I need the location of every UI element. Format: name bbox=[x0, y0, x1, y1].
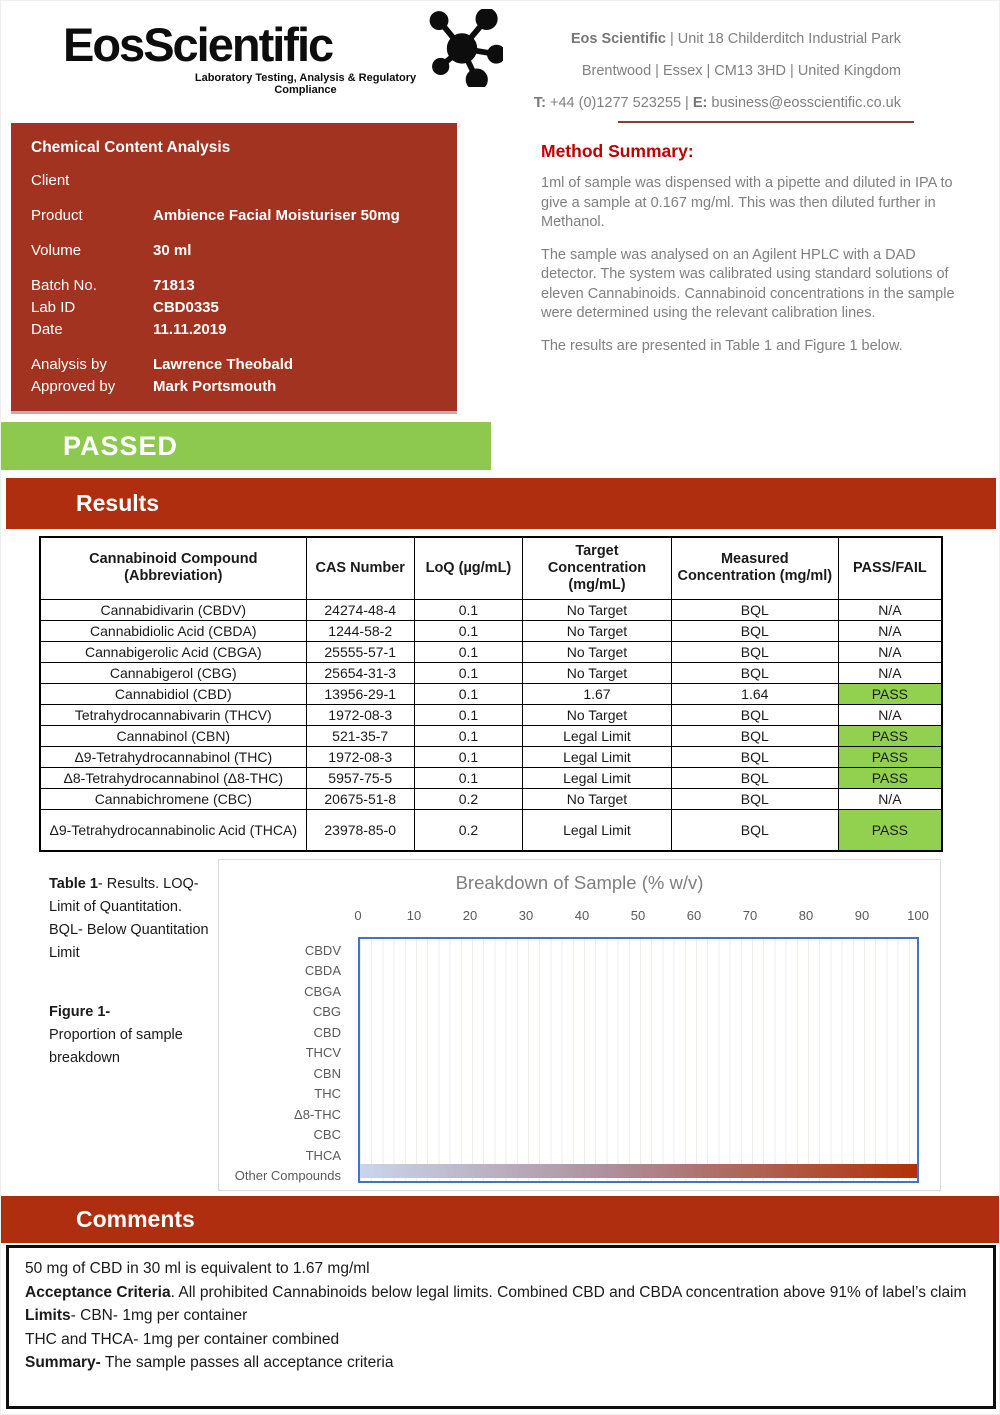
cell-loq: 0.1 bbox=[414, 641, 522, 662]
cell-compound: Δ8-Tetrahydrocannabinol (Δ8-THC) bbox=[40, 767, 306, 788]
cell-measured: BQL bbox=[671, 725, 838, 746]
col-header-passfail: PASS/FAIL bbox=[838, 537, 942, 599]
x-tick: 30 bbox=[518, 908, 534, 923]
table-row bbox=[40, 620, 942, 641]
date-row bbox=[31, 319, 437, 341]
cell-loq: 0.2 bbox=[414, 809, 522, 851]
cell-loq: 0.1 bbox=[414, 620, 522, 641]
phone-label: T: bbox=[533, 95, 546, 111]
logo-tagline: Laboratory Testing, Analysis & Regulatory Compliance bbox=[194, 72, 417, 97]
cell-compound: Cannabichromene (CBC) bbox=[40, 788, 306, 809]
x-tick: 60 bbox=[686, 908, 702, 923]
client-label: Client bbox=[31, 172, 70, 189]
x-tick: 90 bbox=[854, 908, 870, 923]
cell-cas: 13956-29-1 bbox=[306, 683, 414, 704]
batch-label: Batch No. bbox=[31, 277, 97, 294]
table-row bbox=[40, 746, 942, 767]
method-paragraph-1: 1ml of sample was dispensed with a pipette and diluted in IPA to give a sample at 0.167 mg/ml. This was then diluted further in Methanol. bbox=[541, 175, 953, 230]
x-tick: 40 bbox=[574, 908, 590, 923]
cell-cas: 5957-75-5 bbox=[306, 767, 414, 788]
col-header-measured: Measured Concentration (mg/ml) bbox=[671, 537, 838, 599]
cell-result-pass: PASS bbox=[838, 725, 942, 746]
cell-measured: BQL bbox=[671, 704, 838, 725]
acceptance-criteria-text: . All prohibited Cannabinoids below legal limits. Combined CBD and CBDA concentration above 91% of label’s claim bbox=[170, 1283, 967, 1301]
contact-line-address1 bbox=[534, 23, 901, 55]
cell-compound: Cannabidiolic Acid (CBDA) bbox=[40, 620, 306, 641]
client-row bbox=[31, 170, 437, 192]
comment-line-acceptance bbox=[25, 1281, 977, 1305]
passed-status-banner: PASSED bbox=[1, 422, 491, 470]
category-label: THCA bbox=[305, 1148, 341, 1163]
category-label: CBN bbox=[313, 1066, 341, 1081]
approved-by-value: Mark Portsmouth bbox=[153, 378, 277, 395]
col-header-target: Target Concentration (mg/mL) bbox=[523, 537, 672, 599]
category-label: CBG bbox=[312, 1004, 341, 1019]
category-label: THCV bbox=[305, 1045, 341, 1060]
labid-label: Lab ID bbox=[31, 299, 76, 316]
table1-caption-text: - Results. LOQ- Limit of Quantitation. BQL- Below Quantitation Limit bbox=[49, 876, 209, 961]
cell-measured: BQL bbox=[671, 809, 838, 851]
breakdown-chart bbox=[218, 859, 941, 1191]
summary-lead: Summary- bbox=[25, 1354, 101, 1371]
figure1-caption-text: Proportion of sample breakdown bbox=[49, 1027, 183, 1066]
method-summary-heading: Method Summary: bbox=[541, 141, 694, 161]
cell-result: N/A bbox=[838, 704, 942, 725]
comments-section-header: Comments bbox=[1, 1196, 1000, 1243]
cell-target: No Target bbox=[523, 704, 672, 725]
contact-line-phone-email bbox=[534, 87, 901, 119]
cell-target: 1.67 bbox=[523, 683, 672, 704]
cell-target: No Target bbox=[523, 641, 672, 662]
cell-result: N/A bbox=[838, 788, 942, 809]
cell-measured: BQL bbox=[671, 788, 838, 809]
client-box-title: Chemical Content Analysis bbox=[31, 139, 231, 156]
table1-caption-lead: Table 1 bbox=[49, 876, 98, 892]
contact-line-address2: Brentwood | Essex | CM13 3HD | United Kingdom bbox=[581, 63, 901, 79]
comment-line-equivalence: 50 mg of CBD in 30 ml is equivalent to 1.67 mg/ml bbox=[25, 1260, 370, 1277]
cell-measured: BQL bbox=[671, 662, 838, 683]
table1-caption bbox=[49, 873, 217, 965]
table-row bbox=[40, 788, 942, 809]
analysis-by-value: Lawrence Theobald bbox=[153, 356, 294, 373]
product-value: Ambience Facial Moisturiser 50mg bbox=[153, 207, 400, 224]
category-label: CBDA bbox=[304, 963, 341, 978]
logo-brand-text: EosScientific bbox=[63, 18, 333, 71]
date-label: Date bbox=[31, 321, 63, 338]
method-summary bbox=[541, 141, 969, 369]
cell-result-pass: PASS bbox=[838, 809, 942, 851]
cell-target: No Target bbox=[523, 662, 672, 683]
table-row bbox=[40, 641, 942, 662]
x-tick: 50 bbox=[630, 908, 646, 923]
molecule-icon bbox=[421, 9, 503, 87]
contact-divider-line bbox=[618, 121, 914, 123]
limits-text: - CBN- 1mg per container bbox=[70, 1307, 248, 1324]
method-paragraph-3: The results are presented in Table 1 and Figure 1 below. bbox=[541, 337, 903, 354]
labid-row bbox=[31, 297, 437, 319]
table-header-row bbox=[40, 537, 942, 599]
cell-loq: 0.1 bbox=[414, 599, 522, 620]
cell-target: No Target bbox=[523, 788, 672, 809]
batch-row bbox=[31, 275, 437, 297]
email-address: business@eosscientific.co.uk bbox=[707, 95, 901, 111]
table-row bbox=[40, 599, 942, 620]
cell-result: N/A bbox=[838, 662, 942, 683]
cell-target: No Target bbox=[523, 599, 672, 620]
approved-by-row bbox=[31, 376, 437, 398]
cell-cas: 24274-48-4 bbox=[306, 599, 414, 620]
chart-title: Breakdown of Sample (% w/v) bbox=[455, 872, 704, 893]
table-row bbox=[40, 704, 942, 725]
cell-measured: BQL bbox=[671, 746, 838, 767]
cell-result-pass: PASS bbox=[838, 767, 942, 788]
col-header-loq: LoQ (µg/mL) bbox=[414, 537, 522, 599]
cell-compound: Cannabigerolic Acid (CBGA) bbox=[40, 641, 306, 662]
logo bbox=[63, 7, 443, 96]
x-tick: 70 bbox=[742, 908, 758, 923]
acceptance-criteria-lead: Acceptance Criteria bbox=[25, 1283, 171, 1301]
contact-company: Eos Scientific bbox=[570, 31, 666, 47]
table-row bbox=[40, 683, 942, 704]
comments-body bbox=[6, 1245, 996, 1409]
cell-target: Legal Limit bbox=[523, 725, 672, 746]
cell-compound: Δ9-Tetrahydrocannabinolic Acid (THCA) bbox=[40, 809, 306, 851]
cell-result-pass: PASS bbox=[838, 746, 942, 767]
phone-number: +44 (0)1277 523255 | bbox=[545, 95, 693, 111]
comment-line-thc-limits: THC and THCA- 1mg per container combined bbox=[25, 1330, 340, 1348]
batch-value: 71813 bbox=[153, 277, 195, 294]
cell-result: N/A bbox=[838, 641, 942, 662]
cell-cas: 1972-08-3 bbox=[306, 746, 414, 767]
volume-value: 30 ml bbox=[153, 242, 192, 259]
cell-compound: Tetrahydrocannabivarin (THCV) bbox=[40, 704, 306, 725]
table-row bbox=[40, 809, 942, 851]
table-row bbox=[40, 725, 942, 746]
x-tick: 20 bbox=[462, 908, 478, 923]
volume-label: Volume bbox=[31, 242, 82, 259]
x-tick: 0 bbox=[354, 908, 362, 923]
cell-compound: Cannabidivarin (CBDV) bbox=[40, 599, 306, 620]
chart-plot-area bbox=[358, 937, 919, 1183]
figure1-caption-lead: Figure 1- bbox=[49, 1004, 111, 1020]
cell-cas: 25555-57-1 bbox=[306, 641, 414, 662]
cell-cas: 20675-51-8 bbox=[306, 788, 414, 809]
cell-cas: 25654-31-3 bbox=[306, 662, 414, 683]
labid-value: CBD0335 bbox=[153, 299, 219, 316]
figure1-caption bbox=[49, 1001, 217, 1070]
other-compounds-bar bbox=[360, 1164, 917, 1178]
cell-result: N/A bbox=[838, 599, 942, 620]
results-table bbox=[39, 536, 943, 852]
email-label: E: bbox=[692, 95, 708, 111]
cell-loq: 0.1 bbox=[414, 725, 522, 746]
product-row bbox=[31, 205, 437, 227]
category-label: Δ8-THC bbox=[294, 1107, 341, 1122]
x-tick: 100 bbox=[907, 908, 929, 923]
cell-compound: Cannabinol (CBN) bbox=[40, 725, 306, 746]
figure-captions bbox=[49, 873, 217, 1070]
analysis-by-label: Analysis by bbox=[31, 356, 107, 373]
category-label: CBGA bbox=[304, 984, 341, 999]
cell-loq: 0.1 bbox=[414, 704, 522, 725]
cell-loq: 0.1 bbox=[414, 662, 522, 683]
cell-loq: 0.2 bbox=[414, 788, 522, 809]
category-label: CBD bbox=[313, 1025, 341, 1040]
analysis-by-row bbox=[31, 354, 437, 376]
summary-text: The sample passes all acceptance criteria bbox=[100, 1354, 394, 1371]
cell-measured: 1.64 bbox=[671, 683, 838, 704]
cell-cas: 1972-08-3 bbox=[306, 704, 414, 725]
comment-line-summary bbox=[25, 1351, 977, 1375]
cell-loq: 0.1 bbox=[414, 683, 522, 704]
cell-target: Legal Limit bbox=[523, 809, 672, 851]
limits-lead: Limits bbox=[25, 1307, 71, 1324]
cell-loq: 0.1 bbox=[414, 767, 522, 788]
cell-result: N/A bbox=[838, 620, 942, 641]
date-value: 11.11.2019 bbox=[153, 321, 227, 338]
comment-line-limits bbox=[25, 1304, 977, 1328]
cell-cas: 1244-58-2 bbox=[306, 620, 414, 641]
x-tick: 80 bbox=[798, 908, 814, 923]
category-label: Other Compounds bbox=[234, 1168, 341, 1183]
volume-row bbox=[31, 240, 437, 262]
cell-result-pass: PASS bbox=[838, 683, 942, 704]
table-row bbox=[40, 767, 942, 788]
category-label: CBDV bbox=[304, 943, 341, 958]
client-info-box bbox=[11, 123, 457, 411]
approved-by-label: Approved by bbox=[31, 378, 116, 395]
cell-measured: BQL bbox=[671, 767, 838, 788]
results-section-header: Results bbox=[6, 478, 996, 529]
cell-compound: Δ9-Tetrahydrocannabinol (THC) bbox=[40, 746, 306, 767]
cell-target: Legal Limit bbox=[523, 767, 672, 788]
col-header-cas: CAS Number bbox=[306, 537, 414, 599]
contact-address1: | Unit 18 Childerditch Industrial Park bbox=[665, 31, 901, 47]
product-label: Product bbox=[31, 207, 83, 224]
cell-cas: 23978-85-0 bbox=[306, 809, 414, 851]
cell-measured: BQL bbox=[671, 599, 838, 620]
cell-target: No Target bbox=[523, 620, 672, 641]
cell-measured: BQL bbox=[671, 641, 838, 662]
col-header-compound: Cannabinoid Compound (Abbreviation) bbox=[40, 537, 306, 599]
cell-compound: Cannabidiol (CBD) bbox=[40, 683, 306, 704]
cell-measured: BQL bbox=[671, 620, 838, 641]
cell-target: Legal Limit bbox=[523, 746, 672, 767]
method-paragraph-2: The sample was analysed on an Agilent HPLC with a DAD detector. The system was calibrated using standard solutions of eleven Cannabinoids. Cannabinoid concentrations in the sample were determined using the relevant calibration lines. bbox=[541, 246, 955, 321]
category-label: THC bbox=[314, 1086, 341, 1101]
cell-cas: 521-35-7 bbox=[306, 725, 414, 746]
cell-compound: Cannabigerol (CBG) bbox=[40, 662, 306, 683]
contact-block bbox=[534, 23, 901, 119]
x-tick: 10 bbox=[406, 908, 422, 923]
category-label: CBC bbox=[313, 1127, 341, 1142]
table-row bbox=[40, 662, 942, 683]
cell-loq: 0.1 bbox=[414, 746, 522, 767]
